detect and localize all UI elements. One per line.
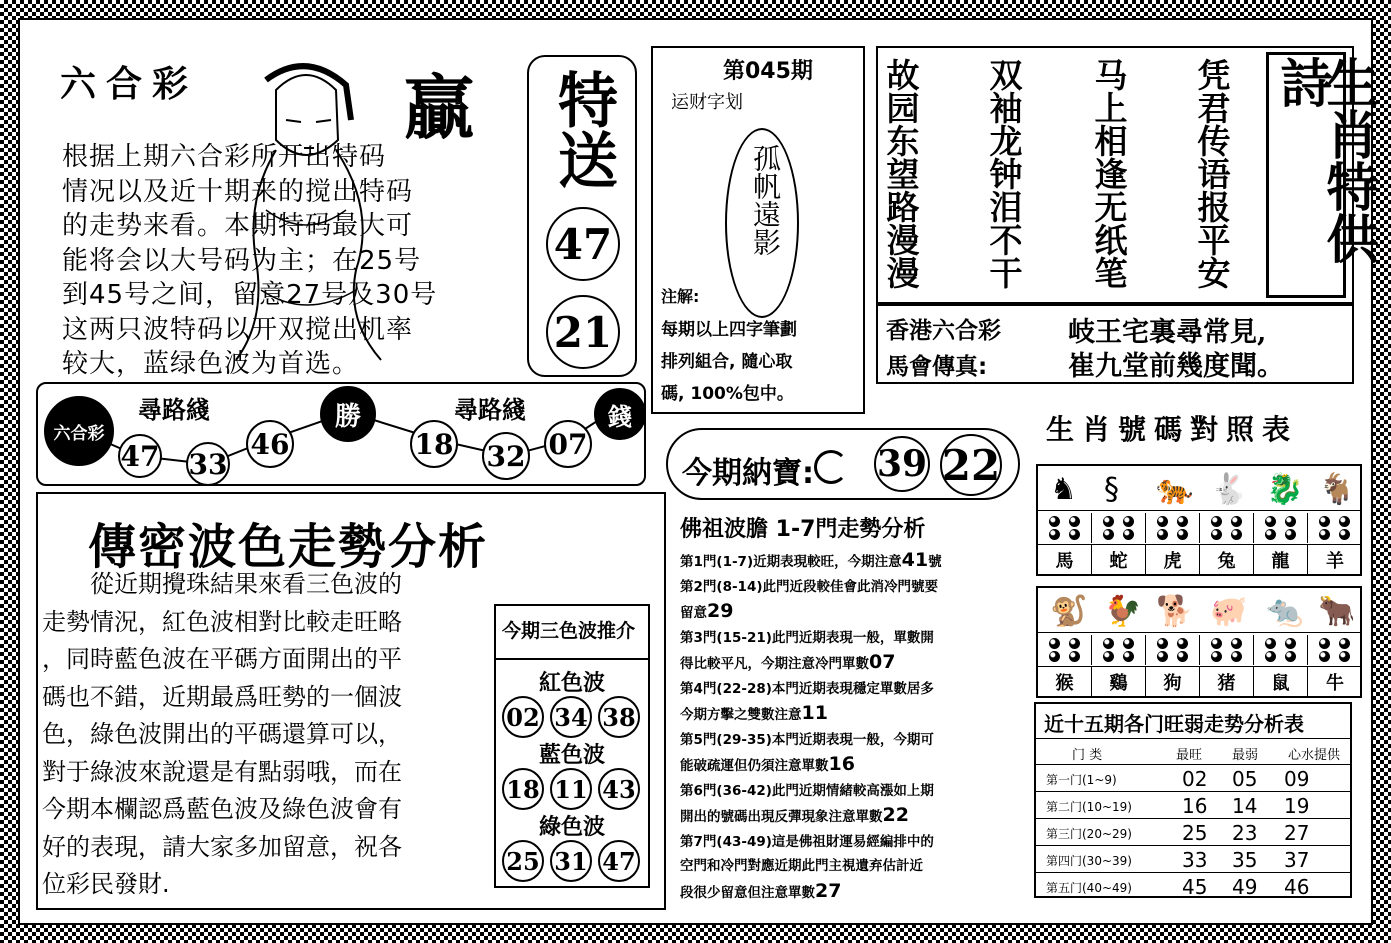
note-line: 每期以上四字筆劃 [661,320,797,340]
trend-header-row [1036,738,1350,764]
door-line [680,650,1026,677]
zodiac-name: 鷄 [1092,667,1146,697]
door-text: 段很少留意但注意單數 [680,884,815,901]
doors-list [680,548,1026,905]
door-line [680,599,1026,626]
zodiac-names-row [1038,544,1360,574]
door-line [680,626,1026,651]
hk-label: 香港六合彩 [886,318,1001,344]
poem-column: 凭君传语报平安 [1192,58,1232,289]
horse-icon: ♞ [1050,472,1077,507]
animal-illustrations-row [1038,588,1360,632]
poem-column: 故园东望路漫漫 [881,58,921,289]
number-dots [1146,635,1200,665]
poem-column: 双袖龙钟泪不干 [984,58,1024,289]
zodiac-name: 牛 [1326,673,1344,694]
trend-row [1036,764,1350,791]
wave-line: 碼也不錯，近期最爲旺勢的一個波 [42,682,402,711]
trend-value: 49 [1232,875,1258,899]
number-dots [1308,513,1362,543]
wave-group-name: 紅色波 [538,671,605,696]
door-text: 今期方擊之雙數注意 [680,707,802,723]
wave-number: 02 [502,696,544,738]
wave-number: 25 [502,840,544,882]
wave-group-name: 綠色波 [538,815,605,840]
trend-value: 33 [1182,848,1208,872]
number-dots [1200,513,1254,543]
special-panel [527,55,637,377]
zodiac-dots-row [1038,510,1360,544]
wave-panel [36,492,666,910]
door-text: 第7門(43-49)這是佛祖財運易經編排中的 [680,833,934,850]
issue-subtitle: 运财字划 [671,92,743,113]
number-dots [1038,635,1092,665]
trend-header: 门 类 [1072,748,1103,763]
intro-panel [36,46,526,378]
door-line [680,803,1026,830]
door-line [680,830,1026,855]
path-number: 18 [410,420,458,468]
treasure-panel [666,428,1020,500]
zodiac-name: 龍 [1254,545,1308,575]
hk-line: 崔九堂前幾度聞。 [1068,351,1284,382]
trend-value: 37 [1284,848,1310,872]
note-line: 排列組合, 隨心取 [661,352,793,372]
door-line [680,728,1026,753]
wave-line: 從近期攪珠結果來看三色波的 [90,570,402,598]
intro-line: 情况以及近十期来的搅出特码 [62,176,414,207]
trend-header: 最弱 [1232,748,1259,763]
zodiac-name: 蛇 [1092,545,1146,575]
dragon-icon: 🐉 [1266,472,1304,507]
rat-icon: 🐀 [1266,594,1304,629]
door-suffix: 號 [928,554,942,570]
wave-group-name: 藍色波 [538,743,605,768]
special-title-text: 特送 [548,69,618,189]
number-dots [1146,513,1200,543]
monkey-icon: 🐒 [1050,594,1088,629]
door-text: 第5門(29-35)本門近期表現一般，今期可 [680,731,934,748]
door-text: 空門和冷門對應近期此門主視遺弃估計近 [680,858,923,874]
divider [496,658,648,660]
door-line [680,779,1026,804]
trend-value: 45 [1182,875,1208,899]
trend-value: 25 [1182,821,1208,845]
door-number: 41 [901,549,929,571]
issue-panel [651,46,865,414]
brand-title: 六合彩 [60,63,199,105]
zodiac-name: 鼠 [1254,667,1308,697]
trend-value: 02 [1182,767,1208,791]
door-line [680,879,1026,906]
trend-value: 19 [1284,794,1310,818]
door-line [680,752,1026,779]
door-line [680,575,1026,600]
treasure-label: 今期納寶: [682,456,814,491]
door-text: 能破疏運但仍須注意單數 [680,758,829,774]
trend-door-name: 第五门(40~49) [1046,881,1132,895]
zodiac-table-bottom [1036,586,1362,698]
zodiac-name: 虎 [1146,545,1200,575]
door-text: 第2門(8-14)此門近段較佳會此消冷門號要 [680,578,939,595]
rooster-icon: 🐓 [1104,594,1142,629]
tiger-icon: 🐅 [1156,472,1194,507]
wave-title: 傳密波色走勢分析 [88,519,489,575]
path-label: 尋路綫 [454,396,526,424]
number-dots [1038,513,1092,543]
trend-value: 16 [1182,794,1208,818]
zodiac-name: 猪 [1200,667,1254,697]
path-label: 尋路綫 [138,396,210,424]
doors-title: 佛祖波膽 1-7門走勢分析 [680,517,926,542]
treasure-number: 39 [874,436,930,492]
treasure-number: 22 [940,434,1002,496]
lottery-logo: 六合彩 [44,396,114,466]
trend-value: 14 [1232,794,1258,818]
wave-line: 色，綠色波開出的平碼還算可以， [42,720,402,748]
number-dots [1092,635,1146,665]
path-number: 46 [246,420,294,468]
trend-row [1036,791,1350,818]
win-badge: 勝 [320,386,376,442]
path-number: 47 [118,434,162,478]
door-text: 第6門(36-42)此門近期情緒較高漲如上期 [680,782,934,799]
door-text: 留意 [680,605,707,621]
snake-icon: § [1104,472,1119,507]
door-line [680,854,1026,879]
ox-icon: 🐂 [1318,594,1356,629]
wave-line: 好的表現，請大家多加留意，祝各 [42,832,402,861]
special-title [533,59,633,199]
door-text: 開出的號碼出現反彈現象注意單數 [680,809,883,825]
wave-recommend-box [494,604,650,888]
wave-number: 11 [550,768,592,810]
trend-row [1036,872,1350,899]
number-dots [1200,635,1254,665]
pig-icon: 🐖 [1210,594,1248,629]
trend-value: 46 [1284,875,1310,899]
door-number: 07 [869,651,896,673]
door-line [680,548,1026,575]
trend-row [1036,818,1350,845]
note-label: 注解: [661,287,700,306]
wave-line: 走勢情況，紅色波相對比較走旺略 [42,607,402,636]
zodiac-name: 兔 [1200,545,1254,575]
dog-icon: 🐕 [1156,594,1194,629]
trend-value: 35 [1232,848,1258,872]
trend-title: 近十五期各门旺弱走势分析表 [1044,712,1304,736]
special-number: 21 [546,295,620,369]
poem-title: 生肖特供詩 [1271,56,1377,264]
path-number: 33 [186,442,230,486]
intro-line: 这两只波特码以开双搅出机率 [62,314,414,345]
zodiac-name: 馬 [1038,545,1092,575]
door-text: 第4門(22-28)本門近期表現穩定單數居多 [680,680,934,697]
path-panel [36,382,646,486]
hk-label: 馬會傳真: [886,354,988,380]
door-text: 第1門(1-7)近期表現較旺，今期注意 [680,554,902,570]
intro-line: 较大，蓝绿色波为首选。 [62,349,360,379]
hk-panel [876,304,1354,384]
goat-icon: 🐐 [1318,472,1356,507]
path-number: 07 [544,420,592,468]
oval-text: 孤帆遠影 [749,144,782,256]
wave-number: 38 [598,696,640,738]
intro-line: 能将会以大号码为主；在25号 [62,245,422,276]
trend-door-name: 第三门(20~29) [1046,827,1132,841]
wave-line: 對于綠波來說還是有點弱哦，而在 [42,757,402,786]
moon-icon [814,450,848,484]
intro-line: 根据上期六合彩所开出特码 [62,142,387,172]
trend-door-name: 第一门(1~9) [1046,773,1117,787]
wave-number: 18 [502,768,544,810]
note-line: 碼, 100%包中。 [661,384,794,404]
door-number: 11 [801,702,828,724]
trend-door-name: 第二门(10~19) [1046,800,1132,814]
door-line [680,701,1026,728]
rabbit-icon: 🐇 [1210,472,1248,507]
zodiac-name: 猴 [1038,667,1092,697]
trend-header: 心水提供 [1288,748,1341,763]
wave-line: ，同時藍色波在平碼方面開出的平 [42,645,402,673]
trend-value: 05 [1232,767,1258,791]
wave-line: 今期本欄認爲藍色波及綠色波會有 [42,795,402,823]
zodiac-names-row [1038,666,1360,696]
trend-door-name: 第四门(30~39) [1046,854,1132,868]
special-number: 47 [546,207,620,281]
wave-line: 位彩民發財. [42,870,170,898]
intro-line: 到45号之间，留意27号及30号 [62,280,438,310]
intro-line: 的走势来看。本期特码最大可 [62,211,414,241]
number-dots [1308,635,1362,665]
zodiac-title: 生肖號碼對照表 [1046,413,1299,446]
trend-value: 23 [1232,821,1258,845]
hk-line: 岐王宅裏尋常見, [1068,317,1267,348]
trend-header: 最旺 [1176,748,1203,763]
zodiac-name: 狗 [1146,667,1200,697]
money-badge: 錢 [594,388,646,440]
door-number: 16 [828,753,855,775]
door-number: 29 [707,600,734,622]
number-dots [1254,635,1308,665]
win-character: 贏 [404,66,474,149]
number-dots [1254,513,1308,543]
wave-number: 43 [598,768,640,810]
animal-illustrations-row [1038,466,1360,510]
zodiac-name: 羊 [1326,551,1344,572]
number-dots [1092,513,1146,543]
issue-period: 第045期 [723,59,813,84]
wave-box-title: 今期三色波推介 [502,620,636,642]
wave-number: 34 [550,696,592,738]
trend-row [1036,845,1350,872]
poem-column: 马上相逢无纸笔 [1089,58,1129,289]
trend-value: 09 [1284,767,1310,791]
path-number: 32 [482,432,530,480]
note-text [661,314,797,410]
wave-text [42,566,498,904]
zodiac-table-top [1036,464,1362,576]
door-number: 22 [882,804,909,826]
wave-number: 31 [550,840,592,882]
intro-text [62,140,532,382]
door-number: 27 [815,879,842,902]
door-text: 第3門(15-21)此門近期表現一般，單數開 [680,629,934,646]
door-line [680,677,1026,702]
wave-number: 47 [598,840,640,882]
door-text: 得比較平凡，今期注意冷門單數 [680,656,869,672]
trend-value: 27 [1284,821,1310,845]
trend-table [1034,702,1352,898]
zodiac-dots-row [1038,632,1360,666]
